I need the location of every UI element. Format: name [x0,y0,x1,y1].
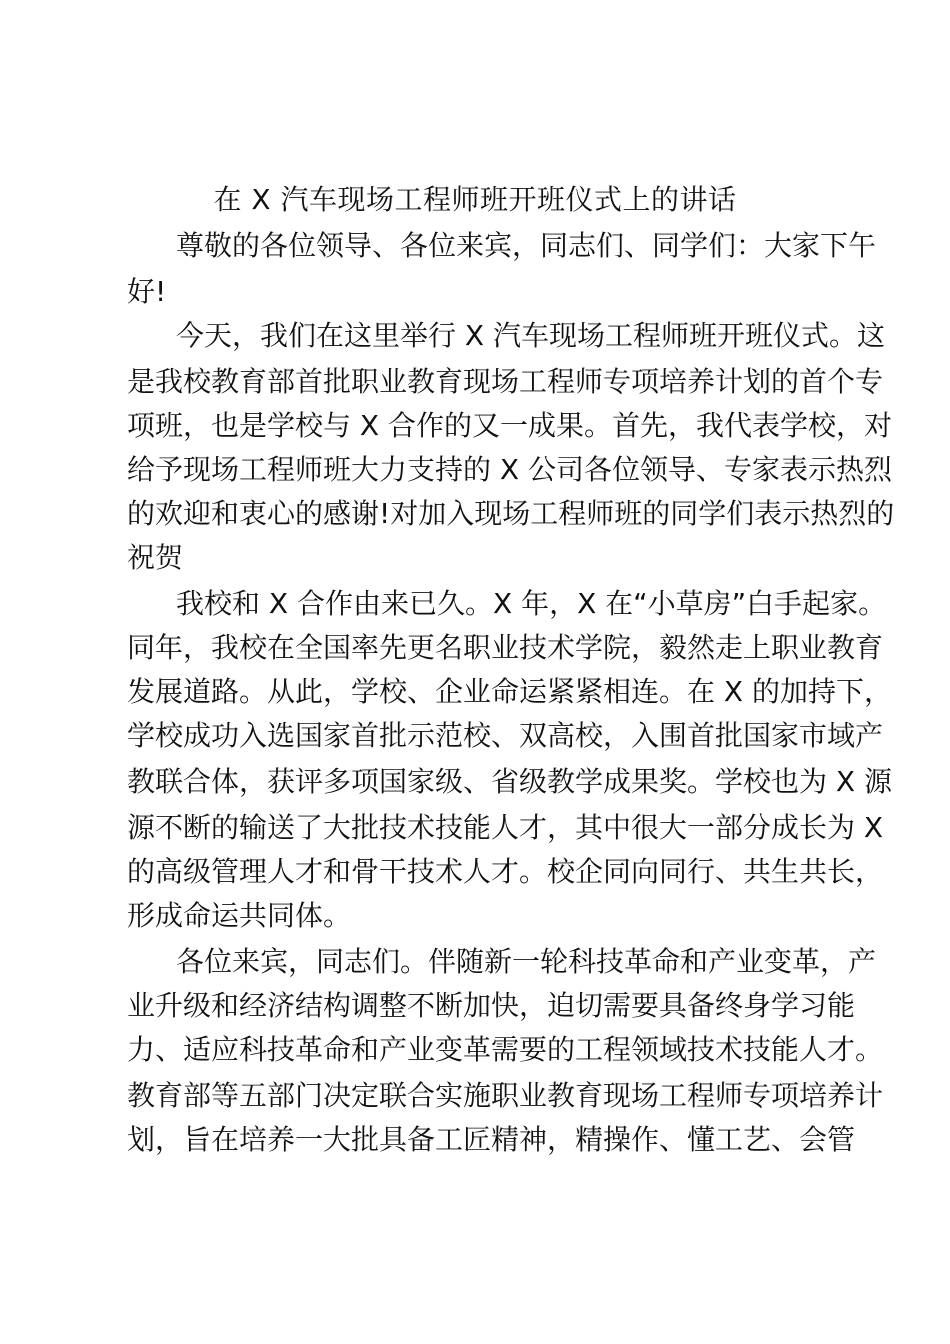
text-line: 项班，也是学校与 X 合作的又一成果。首先，我代表学校，对 [127,409,892,442]
text-line: 形成命运共同体。 [127,899,352,932]
text-line: 各位来宾，同志们。伴随新一轮科技革命和产业变革，产 [176,945,877,978]
text-line: 教联合体，获评多项国家级、省级教学成果奖。学校也为 X 源 [127,765,892,798]
text-line: 发展道路。从此，学校、企业命运紧紧相连。在 X 的加持下， [127,675,892,708]
text-line: 教育部等五部门决定联合实施职业教育现场工程师专项培养计 [127,1079,884,1112]
text-line: 尊敬的各位领导、各位来宾，同志们、同学们：大家下午 [176,229,877,262]
speech-title: 在 X 汽车现场工程师班开班仪式上的讲话 [213,183,737,216]
text-line: 力、适应科技革命和产业变革需要的工程领域技术技能人才。 [127,1033,884,1066]
text-line: 好! [127,275,167,308]
text-line: 今天，我们在这里举行 X 汽车现场工程师班开班仪式。这 [176,319,885,352]
text-line: 学校成功入选国家首批示范校、双高校，入围首批国家市域产 [127,719,884,752]
text-line: 给予现场工程师班大力支持的 X 公司各位领导、专家表示热烈 [127,453,892,486]
text-line: 是我校教育部首批职业教育现场工程师专项培养计划的首个专 [127,365,884,398]
text-line: 的高级管理人才和骨干技术人才。校企同向同行、共生共长， [127,855,884,888]
text-line: 划，旨在培养一大批具备工匠精神，精操作、懂工艺、会管 [127,1123,856,1156]
text-line: 同年，我校在全国率先更名职业技术学院，毅然走上职业教育 [127,631,884,664]
text-line: 业升级和经济结构调整不断加快，迫切需要具备终身学习能 [127,989,856,1022]
text-line: 源不断的输送了大批技术技能人才，其中很大一部分成长为 X [127,811,884,844]
text-line: 的欢迎和衷心的感谢!对加入现场工程师班的同学们表示热烈的 [127,497,895,530]
text-line: 祝贺 [127,541,184,574]
text-line: 我校和 X 合作由来已久。X 年，X 在“小草房”白手起家。 [176,587,887,620]
